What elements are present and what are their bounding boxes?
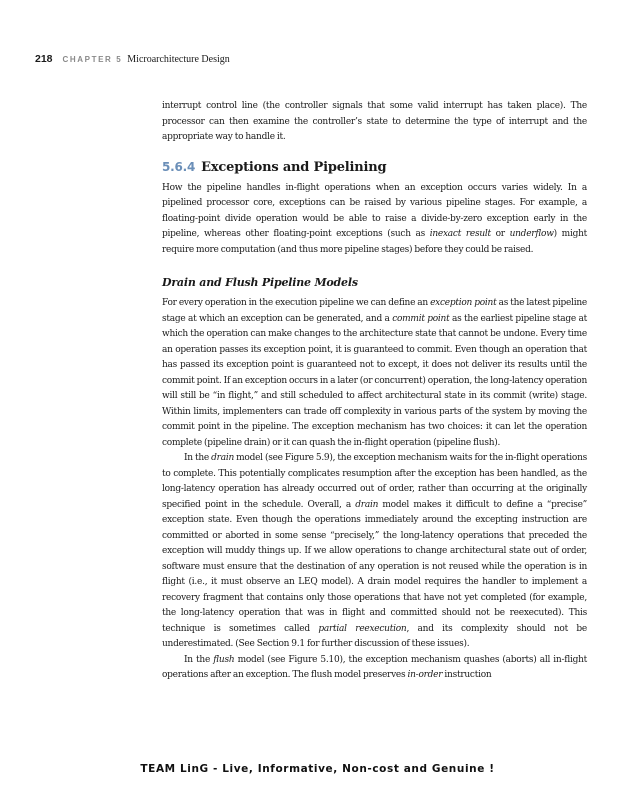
- emphasis-term: partial reexecution: [318, 623, 407, 634]
- emphasis-term: in-order: [407, 670, 443, 680]
- text-run: model (see Figure 5.9), the exception mechanism waits for the in-flight operations to complete. This potentially complicates resumption after the exception has been handled, as the long-latency operation has already occurred out of order, rather than occurring at the originally specified point in the schedule. Overall, a: [162, 453, 588, 510]
- emphasis-term: drain: [355, 499, 379, 510]
- drain-model-paragraph: [162, 451, 587, 653]
- subsection-heading: Drain and Flush Pipeline Models: [162, 276, 358, 289]
- emphasis-term: exception point: [430, 298, 497, 308]
- chapter-label: CHAPTER 5: [62, 55, 123, 64]
- text-run: For every operation in the execution pipeline we can define an: [162, 298, 431, 308]
- section-number: 5.6.4: [162, 159, 196, 174]
- text-run: How the pipeline handles in-flight operations when an exception occurs varies widely. In a pipelined processor core, exceptions can be raised by various pipeline stages. For example, a floating-point divide operation would be able to raise a divide-by-zero exception early in the pipeline, whereas other floating-point exceptions (such as: [162, 182, 587, 239]
- emphasis-term: commit point: [392, 313, 450, 324]
- running-header: [35, 53, 230, 66]
- page-body: [162, 99, 587, 684]
- section-paragraph: [162, 181, 587, 259]
- text-run: model (see Figure 5.10), the exception mechanism quashes (aborts) all in-flight operations after an exception. The flush model preserves: [162, 654, 587, 680]
- text-run: or: [490, 229, 510, 239]
- chapter-title: Microarchitecture Design: [127, 54, 230, 65]
- text-run: as the earliest pipeline stage at which the operation can make changes to the architecture state that cannot be undone. Every time an operation passes its exception point, it is guaranteed to commit. Even though an operation that has passed its exception point is guaranteed not to except, it does not deliver its results until the commit point. If an exception occurs in a later (or concurrent) operation, the long-latency operation will still be “in flight,” and still scheduled to affect architectural state in its commit (write) stage. Within limits, implementers can trade off complexity in various parts of the system by moving the commit point in the pipeline. The exception mechanism has two choices: it can let the operation complete (pipeline drain) or it can quash the in-flight operation (pipeline flush).: [162, 313, 588, 448]
- subsection-paragraph: [162, 296, 587, 451]
- emphasis-term: underflow: [509, 229, 554, 239]
- intro-paragraph: interrupt control line (the controller signals that some valid interrupt has taken place). The processor can then examine the controller’s state to determine the type of interrupt and the appropriate way to handle it.: [162, 101, 587, 142]
- text-run: as the latest pipeline stage at which an exception can be generated, and a: [162, 298, 588, 324]
- footer-watermark: TEAM LinG - Live, Informative, Non-cost and Genuine !: [140, 763, 495, 775]
- text-run: model makes it difficult to define a “precise” exception state. Even though the operations immediately around the excepting instruction are committed or aborted in some sense “precisely,” the long-latency operations that preceded the exception will muddy things up. If we allow operations to change architectural state out of order, software must ensure that the destination of any operation is not reused while the operation is in flight (i.e., it must observe an LEQ model). A drain model requires the handler to implement a recovery fragment that contains only those operations that have not yet completed (for example, the long-latency operation that was in flight and committed should not be reexecuted). This technique is sometimes called: [162, 499, 587, 634]
- emphasis-term: drain: [211, 453, 234, 463]
- emphasis-term: inexact result: [429, 229, 491, 239]
- text-run: In the: [184, 654, 214, 665]
- text-run: instruction: [442, 670, 492, 680]
- text-run: , and its complexity should not be underestimated. (See Section 9.1 for further discussion of these issues).: [162, 623, 588, 649]
- section-heading: [162, 158, 587, 177]
- text-run: In the: [184, 453, 212, 463]
- text-run: ) might require more computation (and thus more pipeline stages) before they could be raised.: [162, 229, 588, 255]
- emphasis-term: flush: [213, 654, 235, 665]
- section-title: Exceptions and Pipelining: [201, 159, 387, 175]
- page-number: 218: [35, 53, 53, 65]
- flush-model-paragraph: [162, 653, 587, 684]
